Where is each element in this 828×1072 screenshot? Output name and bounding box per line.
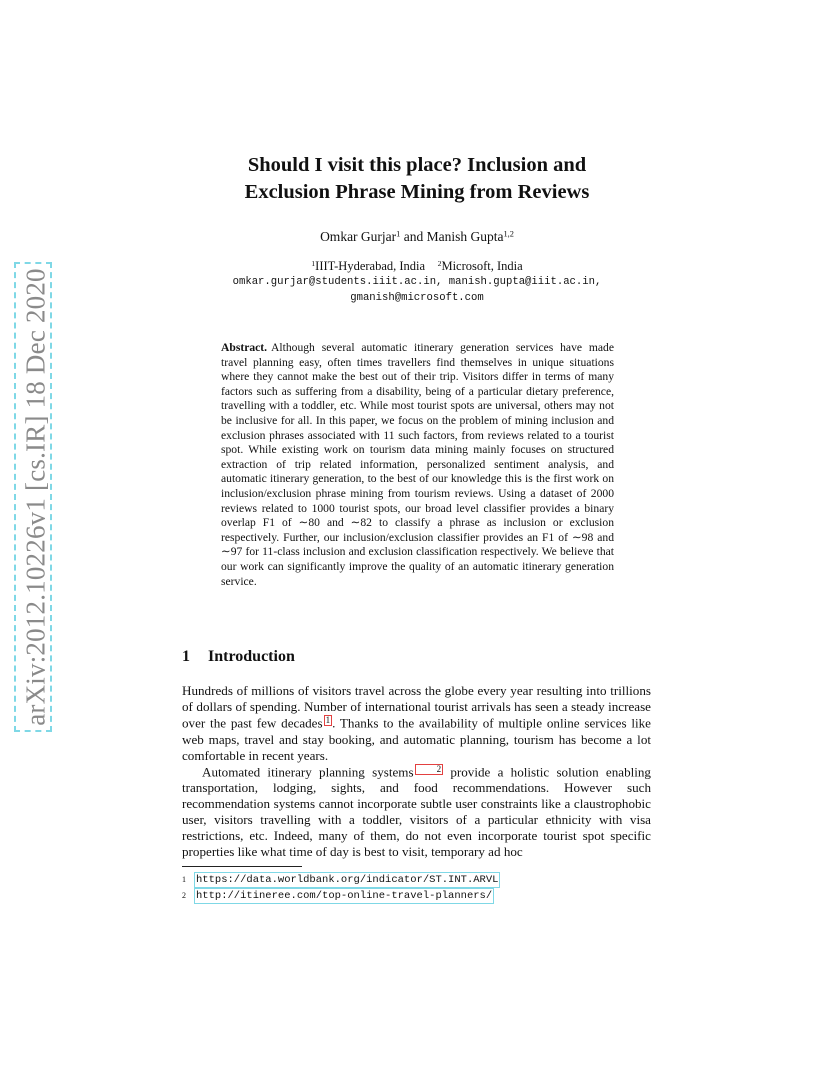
footnote-url-link[interactable]: http://itineree.com/top-online-travel-planners/ xyxy=(196,890,493,902)
affiliation: IIIT-Hyderabad, India xyxy=(315,259,426,273)
footnote xyxy=(182,872,500,888)
author-name: Omkar Gurjar xyxy=(320,229,397,244)
abstract-label: Abstract. xyxy=(221,341,268,354)
affiliation: Microsoft, India xyxy=(441,259,523,273)
section-heading xyxy=(182,648,295,666)
footnote-mark: 2 xyxy=(182,891,186,900)
title-line-2: Exclusion Phrase Mining from Reviews xyxy=(244,181,590,203)
footnote-ref-link[interactable]: 2 xyxy=(415,764,444,775)
footnote-url-link[interactable]: https://data.worldbank.org/indicator/ST.INT.ARVL xyxy=(196,874,499,886)
email-line: gmanish@microsoft.com xyxy=(350,292,484,304)
paragraph-text: Automated itinerary planning systems xyxy=(202,764,414,779)
abstract xyxy=(221,341,614,589)
arxiv-stamp[interactable]: arXiv:2012.10226v1 [cs.IR] 18 Dec 2020 xyxy=(20,268,51,726)
affil-mark: 1 xyxy=(311,258,316,268)
body-text xyxy=(182,683,651,860)
paragraph xyxy=(182,683,651,764)
paper-title xyxy=(170,152,664,206)
section-number: 1 xyxy=(182,648,190,665)
section-title: Introduction xyxy=(208,648,295,665)
author-emails xyxy=(170,274,664,306)
footnote-mark: 1 xyxy=(182,875,186,884)
email-line: omkar.gurjar@students.iiit.ac.in, manish.gupta@iiit.ac.in, xyxy=(232,276,602,288)
author-affil-mark: 1,2 xyxy=(503,229,514,239)
paragraph xyxy=(182,764,651,861)
footnote xyxy=(182,888,500,904)
author-name: Manish Gupta xyxy=(426,229,504,244)
paragraph-text: Hundreds of millions of visitors travel across the globe every year resulting into trillions of dollars of spending. Number of international tourist arrivals has seen a steady increase over the past few decades xyxy=(182,683,651,731)
author-list xyxy=(170,229,664,245)
footnote-ref-link[interactable]: 1 xyxy=(325,715,331,725)
paragraph-text: provide a holistic solution enabling transportation, lodging, sights, and food recommendations. However such recommendation systems cannot incorporate subtle user constraints like a claustrophobic user, visitors travelling with a toddler, visitors of a particular ethnicity with visa restrictions, etc. Indeed, many of them, do not even incorporate tourist spot specific properties like what time of day is best to visit, temporary ad hoc xyxy=(182,764,651,859)
paragraph-text: . Thanks to the availability of multiple online services like web maps, travel and stay booking, and automatic planning, tourism has become a lot comfortable in recent years. xyxy=(182,715,651,763)
affil-mark: 2 xyxy=(437,258,442,268)
author-conjunction: and xyxy=(400,229,427,244)
author-affil-mark: 1 xyxy=(396,229,401,239)
footnotes xyxy=(182,872,500,904)
abstract-text: Although several automatic itinerary generation services have made travel planning easy, often times travellers find themselves in unique situations where they cannot make the best out of their trip. Visitors differ in terms of many factors such as suffering from a disability, being of a particular dietary preference, travelling with a toddler, etc. While most tourist spots are universal, others may not be inclusive for all. In this paper, we focus on the problem of mining inclusion and exclusion phrases associated with 11 such factors, from reviews related to a tourist spot. While existing work on tourism data mining mainly focuses on structured extraction of trip related information, personalized sentiment analysis, and automatic itinerary generation, to the best of our knowledge this is the first work on inclusion/exclusion phrase mining from tourism reviews. Using a dataset of 2000 reviews related to 1000 tourist spots, our broad level classifier provides a binary overlap F1 of ∼80 and ∼82 to classify a phrase as inclusion or exclusion respectively. Further, our inclusion/exclusion classifier provides an F1 of ∼98 and ∼97 for 11-class inclusion and exclusion classification respectively. We believe that our work can significantly improve the quality of an automatic itinerary generation service. xyxy=(221,341,614,588)
footnote-rule xyxy=(182,866,302,867)
title-line-1: Should I visit this place? Inclusion and xyxy=(247,154,587,176)
affiliations xyxy=(170,259,664,274)
